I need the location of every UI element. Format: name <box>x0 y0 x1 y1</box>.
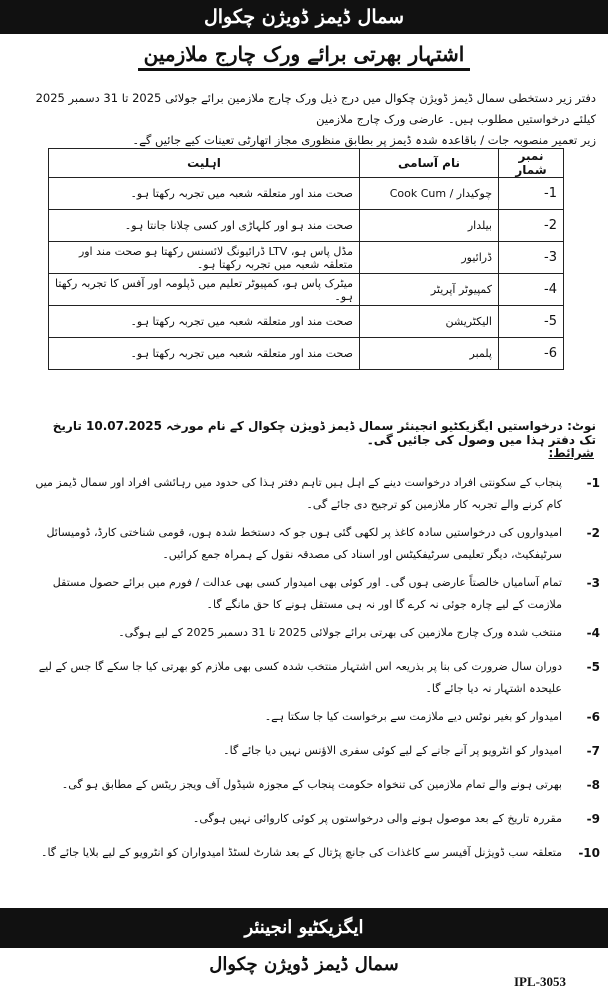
condition-number: 7- <box>586 744 600 758</box>
table-row <box>49 242 564 274</box>
condition-text: امیدواروں کی درخواستیں سادہ کاغذ پر لکھی گئی ہوں جو کہ دستخط شدہ ہوں، قومی شناختی کارڈ، ڈومیسائل سرٹیفکیٹ، دیگر تعلیمی سرٹیفکیٹس اور اسناد کی مصدقہ نقول کے ہمراہ جمع کرائیں۔ <box>46 526 562 561</box>
header-serial-number: نمبر شمار <box>499 149 564 178</box>
condition-text: امیدوار کو بغیر نوٹس دیے ملازمت سے برخواست کیا جا سکتا ہے۔ <box>264 710 562 723</box>
table-row <box>49 274 564 306</box>
condition-number: 4- <box>586 626 600 640</box>
note: نوٹ: درخواستیں ایگزیکٹیو انجینئر سمال ڈیمز ڈویژن چکوال کے نام مورخہ 10.07.2025 تاریخ تک دفتر ہذا میں وصول کی جائیں گی۔ <box>52 419 596 447</box>
posts-table <box>48 148 564 370</box>
condition-text: دوران سال ضرورت کی بنا پر بذریعہ اس اشتہار منتخب شدہ کسی بھی ملازم کو بھرتی کیا جا سکے گا جس کے لیے علیحدہ اشتہار نہ دیا جائے گا۔ <box>38 660 562 695</box>
row-number: 6- <box>499 338 564 370</box>
list-item <box>18 740 600 768</box>
row-number: 5- <box>499 306 564 338</box>
post-name: چوکیدار / Cook Cum <box>360 178 499 210</box>
condition-text: متعلقہ سب ڈویژنل آفیسر سے کاغذات کی جانچ پڑتال کے بعد شارٹ لسٹڈ امیدواران کو انٹرویو کے لیے بلایا جائے گا۔ <box>41 846 562 859</box>
condition-text: منتخب شدہ ورک چارج ملازمین کی بھرتی برائے جولائی 2025 تا 31 دسمبر 2025 کے لیے ہوگی۔ <box>118 626 562 639</box>
list-item <box>18 808 600 836</box>
post-qualification: مڈل پاس ہو، LTV ڈرائیونگ لائسنس رکھتا ہو صحت مند اور متعلقہ شعبہ میں تجربہ رکھتا ہو۔ <box>49 242 360 274</box>
advertisement-title: اشتہار بھرتی برائے ورک چارج ملازمین <box>138 42 471 71</box>
title-wrapper <box>0 42 608 71</box>
intro-line-2: زیر تعمیر منصوبہ جات / باقاعدہ شدہ ڈیمز پر بطابق منظوری مجاز اتھارٹی تعینات کیے جائیں گے۔ <box>132 133 596 147</box>
ipl-reference: IPL-3053 <box>514 974 566 989</box>
condition-number: 5- <box>586 660 600 674</box>
post-qualification: صحت مند ہو اور کلہاڑی اور کسی چلانا جانتا ہو۔ <box>49 210 360 242</box>
condition-text: پنجاب کے سکونتی افراد درخواست دینے کے اہل ہیں تاہم دفتر ہذا کی حدود میں رہائشی افراد اور سمال ڈیمز میں کام کرنے والے تجربہ کار ملازمین کو ترجیح دی جائے گی۔ <box>35 476 562 511</box>
post-name: الیکٹریشن <box>360 306 499 338</box>
post-qualification: صحت مند اور متعلقہ شعبہ میں تجربہ رکھتا ہو۔ <box>49 338 360 370</box>
condition-number: 10- <box>578 846 600 860</box>
post-qualification: صحت مند اور متعلقہ شعبہ میں تجربہ رکھتا ہو۔ <box>49 178 360 210</box>
condition-number: 6- <box>586 710 600 724</box>
table-row <box>49 210 564 242</box>
posts-table-header <box>49 149 564 178</box>
condition-number: 8- <box>586 778 600 792</box>
table-row <box>49 306 564 338</box>
list-item <box>18 572 600 616</box>
condition-text: امیدوار کو انٹرویو پر آنے جانے کے لیے کوئی سفری الاؤنس نہیں دیا جائے گا۔ <box>223 744 562 757</box>
list-item <box>18 622 600 650</box>
post-name: ڈرائیور <box>360 242 499 274</box>
post-qualification: صحت مند اور متعلقہ شعبہ میں تجربہ رکھتا ہو۔ <box>49 306 360 338</box>
condition-number: 3- <box>586 576 600 590</box>
condition-number: 2- <box>586 526 600 540</box>
row-number: 1- <box>499 178 564 210</box>
list-item <box>18 842 600 870</box>
post-name: بیلدار <box>360 210 499 242</box>
signatory-office: سمال ڈیمز ڈویژن چکوال <box>209 954 399 975</box>
row-number: 4- <box>499 274 564 306</box>
list-item <box>18 522 600 566</box>
post-qualification: میٹرک پاس ہو، کمپیوٹر تعلیم میں ڈپلومہ اور آفس کا تجربہ رکھتا ہو۔ <box>49 274 360 306</box>
table-row <box>49 338 564 370</box>
condition-text: بھرتی ہونے والے تمام ملازمین کی تنخواہ حکومت پنجاب کے مجوزہ شیڈول آف ویجز ریٹس کے مطابق ہو گی۔ <box>61 778 562 791</box>
office-banner: سمال ڈیمز ڈویژن چکوال <box>0 0 608 34</box>
condition-text: مقررہ تاریخ کے بعد موصول ہونے والی درخواستوں پر کوئی کاروائی نہیں ہوگی۔ <box>192 812 562 825</box>
intro-line-1: دفتر زیر دستخطی سمال ڈیمز ڈویژن چکوال میں درج ذیل ورک چارج ملازمین برائے جولائی 2025 تا 31 دسمبر 2025 کیلئے درخواستیں مطلوب ہیں۔ عارضی ورک چارج ملازمین <box>35 91 596 126</box>
list-item <box>18 472 600 516</box>
conditions-list <box>18 472 600 876</box>
list-item <box>18 706 600 734</box>
list-item <box>18 774 600 802</box>
row-number: 3- <box>499 242 564 274</box>
condition-number: 1- <box>586 476 600 490</box>
header-post-name: نام آسامی <box>360 149 499 178</box>
post-name: کمپیوٹر آپریٹر <box>360 274 499 306</box>
post-name: پلمبر <box>360 338 499 370</box>
header-qualification: اہلیت <box>49 149 360 178</box>
intro-paragraph <box>18 88 596 151</box>
table-row <box>49 178 564 210</box>
signatory-banner: ایگزیکٹیو انجینئر <box>0 908 608 948</box>
condition-number: 9- <box>586 812 600 826</box>
row-number: 2- <box>499 210 564 242</box>
conditions-heading: شرائط: <box>548 446 594 460</box>
condition-text: تمام آسامیاں خالصتاً عارضی ہوں گی۔ اور کوئی بھی امیدوار کسی بھی عدالت / فورم میں برائے حصول مستقل ملازمت کے لیے چارہ جوئی نہ کرے گا اور نہ ہی مستقل ہونے کا حق مانگے گا۔ <box>52 576 562 611</box>
list-item <box>18 656 600 700</box>
